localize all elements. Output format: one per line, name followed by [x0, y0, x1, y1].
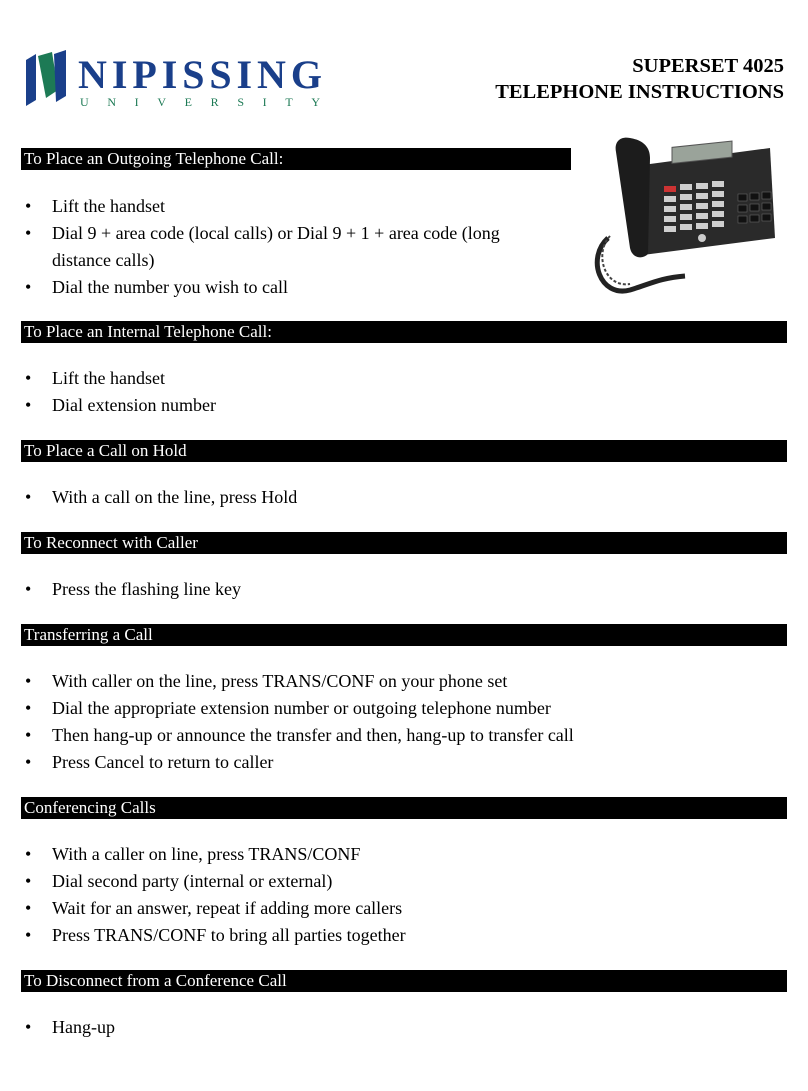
phone-illustration: [590, 128, 790, 303]
list-item: • Dial the number you wish to call: [21, 274, 561, 301]
section-outgoing-call-list: [21, 193, 561, 301]
list-item: • Lift the handset: [21, 365, 787, 392]
section-transfer-list: [21, 668, 787, 776]
list-item: • Press the flashing line key: [21, 576, 787, 603]
list-item: • Wait for an answer, repeat if adding more callers: [21, 895, 787, 922]
list-item: • Dial extension number: [21, 392, 787, 419]
section-internal-call-list: [21, 365, 787, 419]
list-item: • Dial the appropriate extension number or outgoing telephone number: [21, 695, 787, 722]
list-item: • With a call on the line, press Hold: [21, 484, 787, 511]
list-item: • Lift the handset: [21, 193, 561, 220]
section-transfer-header: Transferring a Call: [21, 624, 787, 646]
section-hold-list: [21, 484, 787, 511]
section-disconnect-list: [21, 1014, 787, 1041]
nipissing-logo: [22, 50, 332, 110]
section-disconnect-header: To Disconnect from a Conference Call: [21, 970, 787, 992]
nipissing-logo-mark: [22, 50, 332, 110]
section-reconnect-header: To Reconnect with Caller: [21, 532, 787, 554]
list-item: • Hang-up: [21, 1014, 787, 1041]
section-reconnect-list: [21, 576, 787, 603]
logo-subtitle: UNIVERSITY: [80, 95, 320, 109]
title-line-instructions: TELEPHONE INSTRUCTIONS: [495, 81, 784, 103]
title-line-model: SUPERSET 4025: [632, 55, 784, 77]
list-item: • Dial second party (internal or external): [21, 868, 787, 895]
list-item: • With caller on the line, press TRANS/CONF on your phone set: [21, 668, 787, 695]
section-outgoing-call-header: To Place an Outgoing Telephone Call:: [21, 148, 571, 170]
document-title: [495, 53, 784, 105]
section-hold-header: To Place a Call on Hold: [21, 440, 787, 462]
list-item: • With a caller on line, press TRANS/CONF: [21, 841, 787, 868]
logo-wordmark: NIPISSING: [78, 52, 322, 97]
list-item: • Then hang-up or announce the transfer and then, hang-up to transfer call: [21, 722, 787, 749]
list-item: • Press TRANS/CONF to bring all parties together: [21, 922, 787, 949]
section-conference-list: [21, 841, 787, 949]
list-item: • Press Cancel to return to caller: [21, 749, 787, 776]
section-internal-call-header: To Place an Internal Telephone Call:: [21, 321, 787, 343]
section-conference-header: Conferencing Calls: [21, 797, 787, 819]
list-item: • Dial 9 + area code (local calls) or Dial 9 + 1 + area code (long distance calls): [21, 220, 561, 274]
